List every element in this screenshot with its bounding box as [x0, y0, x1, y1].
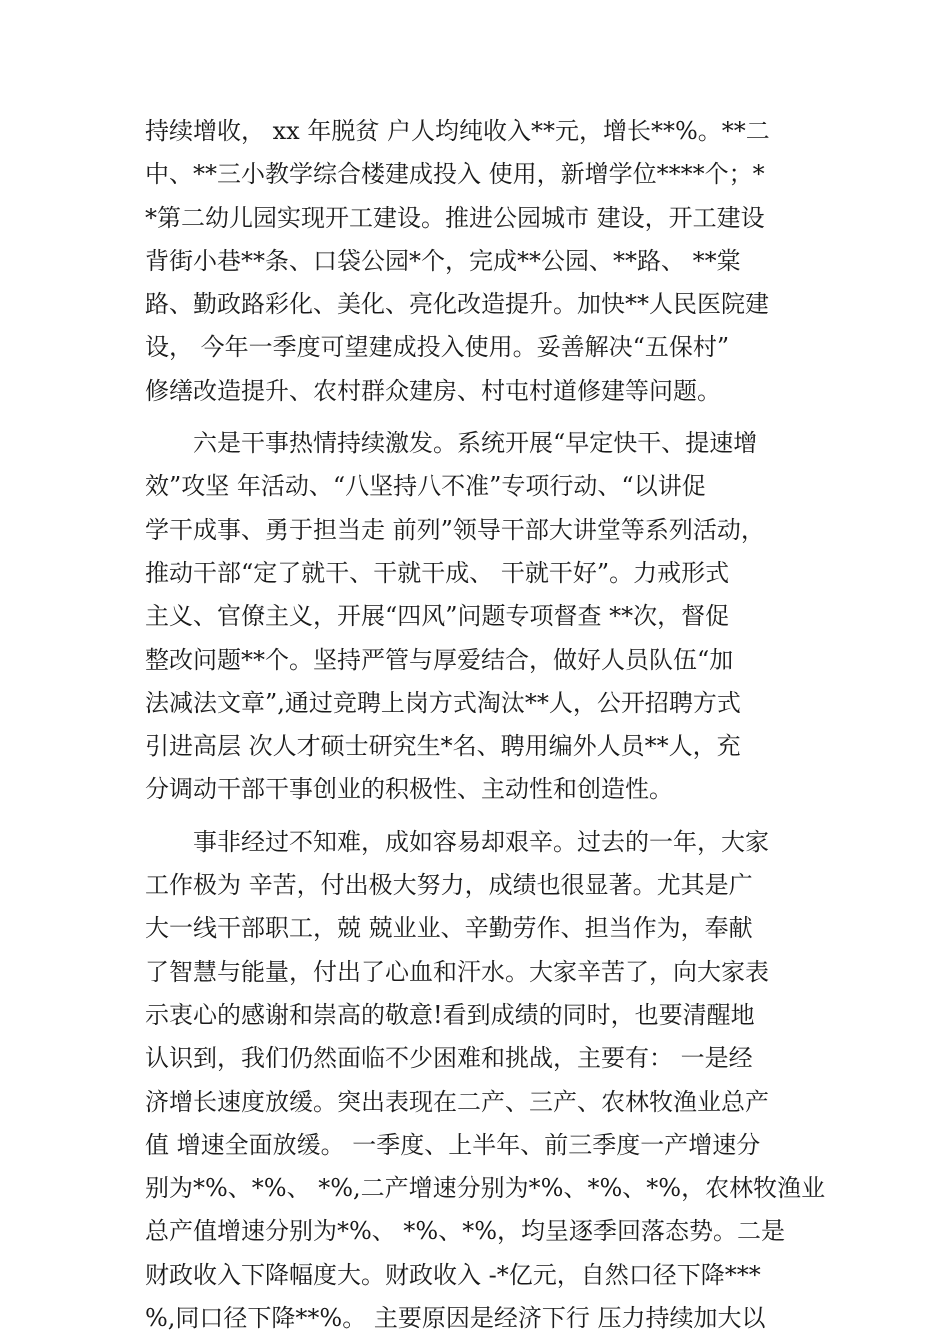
- text-line: 值 增速全面放缓。 一季度、上半年、前三季度一产增速分: [145, 1130, 761, 1159]
- text-line: 分调动干部干事创业的积极性、主动性和创造性。: [145, 775, 673, 804]
- text-line: 别为*%、*%、 *%,二产增速分别为*%、*%、*%，农林牧渔业: [145, 1174, 826, 1203]
- body-text: [145, 110, 826, 1340]
- text-line: 推动干部“定了就干、干就干成、 干就干好”。力戒形式: [145, 558, 730, 587]
- text-line: 修缮改造提升、农村群众建房、村屯村道修建等问题。: [145, 376, 721, 405]
- text-line: 大一线干部职工，兢 兢业业、辛勤劳作、担当作为，奉献: [145, 914, 753, 943]
- text-line: 路、勤政路彩化、美化、亮化改造提升。加快**人民医院建: [145, 290, 769, 319]
- text-line: 工作极为 辛苦，付出极大努力，成绩也很显著。尤其是广: [145, 871, 753, 900]
- text-line: 学干成事、勇于担当走 前列”领导干部大讲堂等系列活动，: [145, 515, 765, 544]
- text-line: 法减法文章”,通过竞聘上岗方式淘汰**人，公开招聘方式: [145, 688, 741, 717]
- text-line: 效”攻坚 年活动、“八坚持八不准”专项行动、“以讲促: [145, 472, 706, 501]
- text-line: 背街小巷**条、口袋公园*个，完成**公园、**路、 **棠: [145, 246, 741, 275]
- text-line: 示衷心的感谢和崇高的敬意!看到成绩的同时，也要清醒地: [145, 1000, 755, 1029]
- text-line: 中、**三小教学综合楼建成投入 使用，新增学位****个；*: [145, 160, 765, 189]
- text-line: 总产值增速分别为*%、 *%、*%，均呈逐季回落态势。二是: [145, 1217, 786, 1246]
- text-line: 整改问题**个。坚持严管与厚爱结合，做好人员队伍“加: [145, 645, 734, 674]
- paragraph-start-line: 六是干事热情持续激发。系统开展“早定快干、提速增: [193, 429, 758, 458]
- text-line: 持续增收， xx 年脱贫 户人均纯收入**元，增长**%。**二: [145, 117, 770, 145]
- text-line: 引进高层 次人才硕士研究生*名、聘用编外人员**人，充: [145, 732, 741, 761]
- text-line: 认识到，我们仍然面临不少困难和挑战，主要有： 一是经: [145, 1044, 753, 1073]
- text-line: 主义、官僚主义，开展“四风”问题专项督查 **次，督促: [145, 602, 730, 631]
- text-line: 设， 今年一季度可望建成投入使用。妥善解决“五保村”: [145, 333, 730, 362]
- text-line: 财政收入下降幅度大。财政收入 -*亿元，自然口径下降***: [145, 1260, 761, 1289]
- text-line: 了智慧与能量，付出了心血和汗水。大家辛苦了，向大家表: [145, 957, 769, 986]
- text-line: %,同口径下降**%。 主要原因是经济下行 压力持续加大以: [145, 1304, 766, 1333]
- paragraph-start-line: 事非经过不知难，成如容易却艰辛。过去的一年，大家: [193, 827, 769, 856]
- text-line: *第二幼儿园实现开工建设。推进公园城市 建设，开工建设: [145, 203, 765, 232]
- text-line: 济增长速度放缓。突出表现在二产、三产、农林牧渔业总产: [145, 1087, 769, 1116]
